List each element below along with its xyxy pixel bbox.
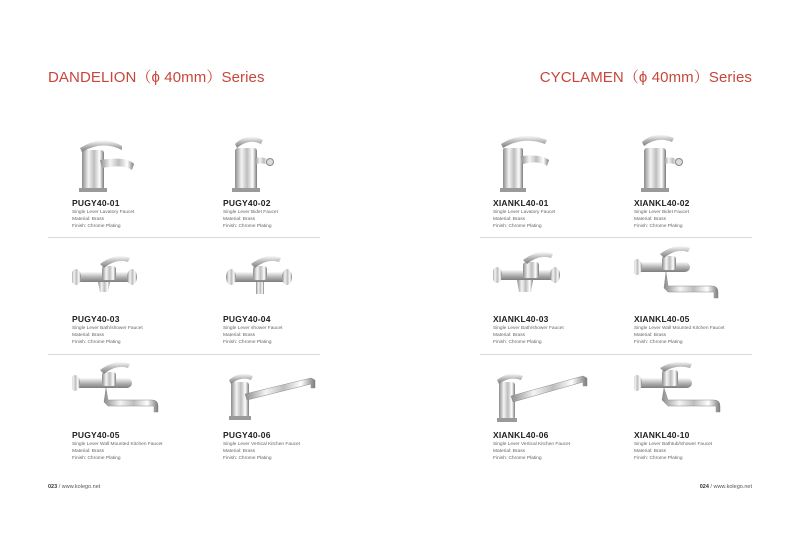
product-material: Material: Brass — [223, 217, 255, 222]
product-name: Single Lever Bathtub/Shower Faucet — [634, 442, 713, 447]
product-finish: Finish: Chrome Plating — [72, 456, 121, 461]
bathtub-shower-faucet-icon — [634, 358, 734, 426]
bath-shower-faucet-icon — [493, 242, 593, 310]
product-code: PUGY40-01 — [72, 198, 120, 208]
product-finish: Finish: Chrome Plating — [223, 224, 272, 229]
product-finish: Finish: Chrome Plating — [223, 340, 272, 345]
wall-kitchen-faucet-icon — [634, 242, 734, 310]
left-series-title: DANDELION（ϕ 40mm）Series — [48, 69, 265, 86]
product-finish: Finish: Chrome Plating — [634, 340, 683, 345]
product-code: PUGY40-02 — [223, 198, 271, 208]
product-code: XIANKL40-03 — [493, 314, 549, 324]
product-name: Single Lever Vertical Kitchen Faucet — [493, 442, 571, 447]
product-code: PUGY40-05 — [72, 430, 120, 440]
product-name: Single Lever Bath/shower Faucet — [72, 326, 143, 331]
divider — [480, 354, 752, 355]
product-name: Single Lever Bidet Faucet — [223, 210, 278, 215]
wall-kitchen-faucet-icon — [72, 358, 172, 426]
right-footer — [700, 484, 752, 490]
product-name: Single Lever Bidet Faucet — [634, 210, 689, 215]
product-finish: Finish: Chrome Plating — [493, 456, 542, 461]
product-code: XIANKL40-05 — [634, 314, 690, 324]
product-material: Material: Brass — [493, 449, 525, 454]
product-finish: Finish: Chrome Plating — [493, 340, 542, 345]
product-code: PUGY40-03 — [72, 314, 120, 324]
footer-website[interactable]: / www.kolego.net — [57, 484, 101, 490]
product-code: XIANKL40-10 — [634, 430, 690, 440]
lavatory-faucet-icon — [493, 126, 593, 194]
page-number: 024 — [699, 484, 709, 490]
product-material: Material: Brass — [72, 449, 104, 454]
product-code: XIANKL40-06 — [493, 430, 549, 440]
product-material: Material: Brass — [493, 333, 525, 338]
product-finish: Finish: Chrome Plating — [634, 224, 683, 229]
footer-website[interactable]: / www.kolego.net — [708, 484, 752, 490]
product-finish: Finish: Chrome Plating — [223, 456, 272, 461]
product-name: Single Lever Vertical Kitchen Faucet — [223, 442, 301, 447]
divider — [48, 354, 320, 355]
product-material: Material: Brass — [634, 449, 666, 454]
divider — [48, 237, 320, 238]
product-code: XIANKL40-02 — [634, 198, 690, 208]
product-name: Single Lever Wall Mounted Kitchen Faucet — [634, 326, 725, 331]
vertical-kitchen-faucet-icon — [223, 358, 323, 426]
product-finish: Finish: Chrome Plating — [72, 224, 121, 229]
vertical-kitchen-faucet-icon — [493, 358, 593, 426]
product-material: Material: Brass — [72, 217, 104, 222]
product-name: Single Lever Wall Mounted Kitchen Faucet — [72, 442, 163, 447]
product-material: Material: Brass — [223, 333, 255, 338]
right-series-title: CYCLAMEN（ϕ 40mm）Series — [539, 69, 752, 86]
divider — [480, 237, 752, 238]
shower-faucet-icon — [223, 242, 323, 310]
product-code: PUGY40-06 — [223, 430, 271, 440]
product-material: Material: Brass — [493, 217, 525, 222]
bath-shower-faucet-icon — [72, 242, 172, 310]
product-name: Single Lever shower Faucet — [223, 326, 283, 331]
product-finish: Finish: Chrome Plating — [72, 340, 121, 345]
product-finish: Finish: Chrome Plating — [493, 224, 542, 229]
product-code: XIANKL40-01 — [493, 198, 549, 208]
lavatory-faucet-icon — [72, 126, 172, 194]
left-footer — [48, 484, 100, 490]
product-name: Single Lever Lavatory Faucet — [72, 210, 135, 215]
product-name: Single Lever Bath/shower Faucet — [493, 326, 564, 331]
product-material: Material: Brass — [223, 449, 255, 454]
bidet-faucet-icon — [634, 126, 734, 194]
page-number: 023 — [48, 484, 58, 490]
bidet-faucet-icon — [223, 126, 323, 194]
product-material: Material: Brass — [634, 217, 666, 222]
product-material: Material: Brass — [72, 333, 104, 338]
product-name: Single Lever Lavatory Faucet — [493, 210, 556, 215]
product-code: PUGY40-04 — [223, 314, 271, 324]
product-material: Material: Brass — [634, 333, 666, 338]
product-finish: Finish: Chrome Plating — [634, 456, 683, 461]
